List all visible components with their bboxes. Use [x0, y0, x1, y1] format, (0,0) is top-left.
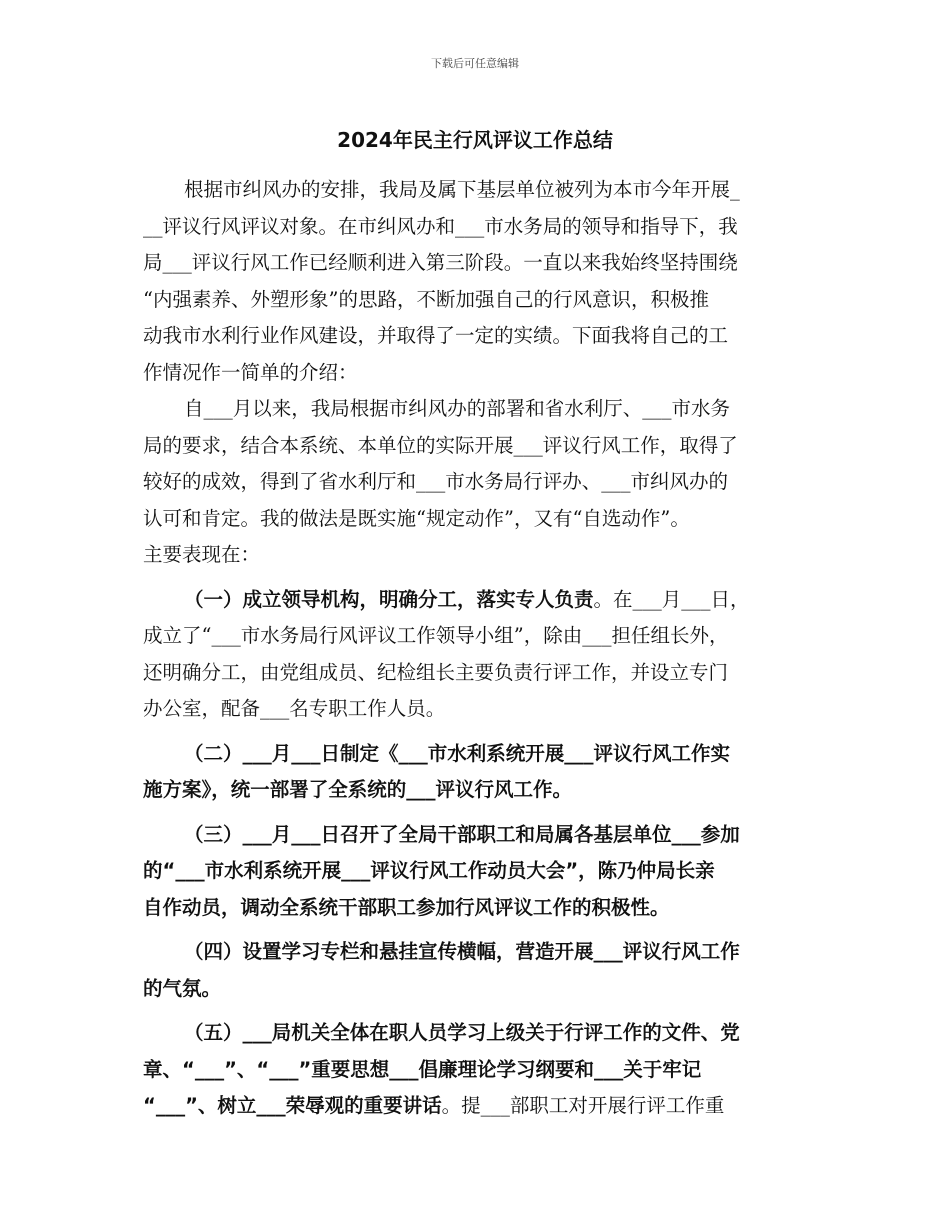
inline-text: 。提___部职工对开展行评工作重	[441, 1094, 725, 1117]
text-line: （三）___月___日召开了全局干部职工和局属各基层单位___参加	[184, 822, 740, 846]
document-title: 2024年民主行风评议工作总结	[337, 128, 613, 152]
bold-inline-text: “___”、树立___荣辱观的重要讲话	[143, 1094, 442, 1117]
text-line: （五）___局机关全体在职人员学习上级关于行评工作的文件、党	[184, 1021, 740, 1044]
paragraph-5	[143, 817, 815, 927]
bold-heading: （一）成立领导机构，明确分工，落实专人负责	[184, 587, 594, 611]
text-line	[143, 582, 815, 619]
text-line: “内强素养、外塑形象”的思路，不断加强自己的行风意识，积极推	[143, 287, 709, 311]
text-line: 的“___市水利系统开展___评议行风工作动员大会”，陈乃仲局长亲	[143, 859, 715, 882]
text-line: 根据市纠风办的安排，我局及属下基层单位被列为本市今年开展_	[184, 178, 740, 201]
text-line: （四）设置学习专栏和悬挂宣传横幅，营造开展___评议行风工作	[184, 940, 740, 963]
paragraph-3	[143, 582, 815, 728]
document-body	[143, 172, 815, 1125]
text-line: （二）___月___日制定《___市水利系统开展___评议行风工作实	[184, 741, 731, 765]
text-line: 局___评议行风工作已经顺利进入第三阶段。一直以来我始终坚持围绕	[143, 251, 738, 274]
paragraph-1	[143, 172, 815, 391]
text-line: 作情况作一简单的介绍：	[143, 360, 358, 384]
text-line	[143, 1088, 815, 1125]
paragraph-4	[143, 736, 815, 809]
text-line: 成立了“___市水务局行风评议工作领导小组”，除由___担任组长外，	[143, 624, 729, 647]
paragraph-7	[143, 1015, 815, 1125]
text-line: 自___月以来，我局根据市纠风办的部署和省水利厅、___市水务	[184, 397, 731, 420]
text-line: 还明确分工，由党组成员、纪检组长主要负责行评工作，并设立专门	[143, 660, 729, 684]
paragraph-6	[143, 934, 815, 1007]
text-line: 的气氛。	[143, 976, 222, 1000]
text-line: __评议行风评议对象。在市纠风办和___市水务局的领导和指导下，我	[143, 214, 738, 238]
text-line: 主要表现在：	[143, 543, 261, 566]
text-line: 章、“___”、“___”重要思想___倡廉理论学习纲要和___关于牢记	[143, 1057, 702, 1081]
paragraph-2	[143, 391, 815, 574]
text-line: 办公室，配备___名专职工作人员。	[143, 697, 446, 720]
page-header: 下载后可任意编辑	[431, 57, 519, 70]
text-line: 认可和肯定。我的做法是既实施“规定动作”，又有“自选动作”。	[143, 506, 690, 530]
inline-text: 。在___月___日，	[593, 587, 750, 611]
text-line: 施方案》，统一部署了全系统的___评议行风工作。	[143, 778, 573, 801]
text-line: 自作动员，调动全系统干部职工参加行风评议工作的积极性。	[143, 895, 670, 919]
text-line: 局的要求，结合本系统、本单位的实际开展___评议行风工作，取得了	[143, 433, 738, 457]
text-line: 较好的成效，得到了省水利厅和___市水务局行评办、___市纠风办的	[143, 470, 729, 493]
text-line: 动我市水利行业作风建设，并取得了一定的实绩。下面我将自己的工	[143, 324, 729, 347]
